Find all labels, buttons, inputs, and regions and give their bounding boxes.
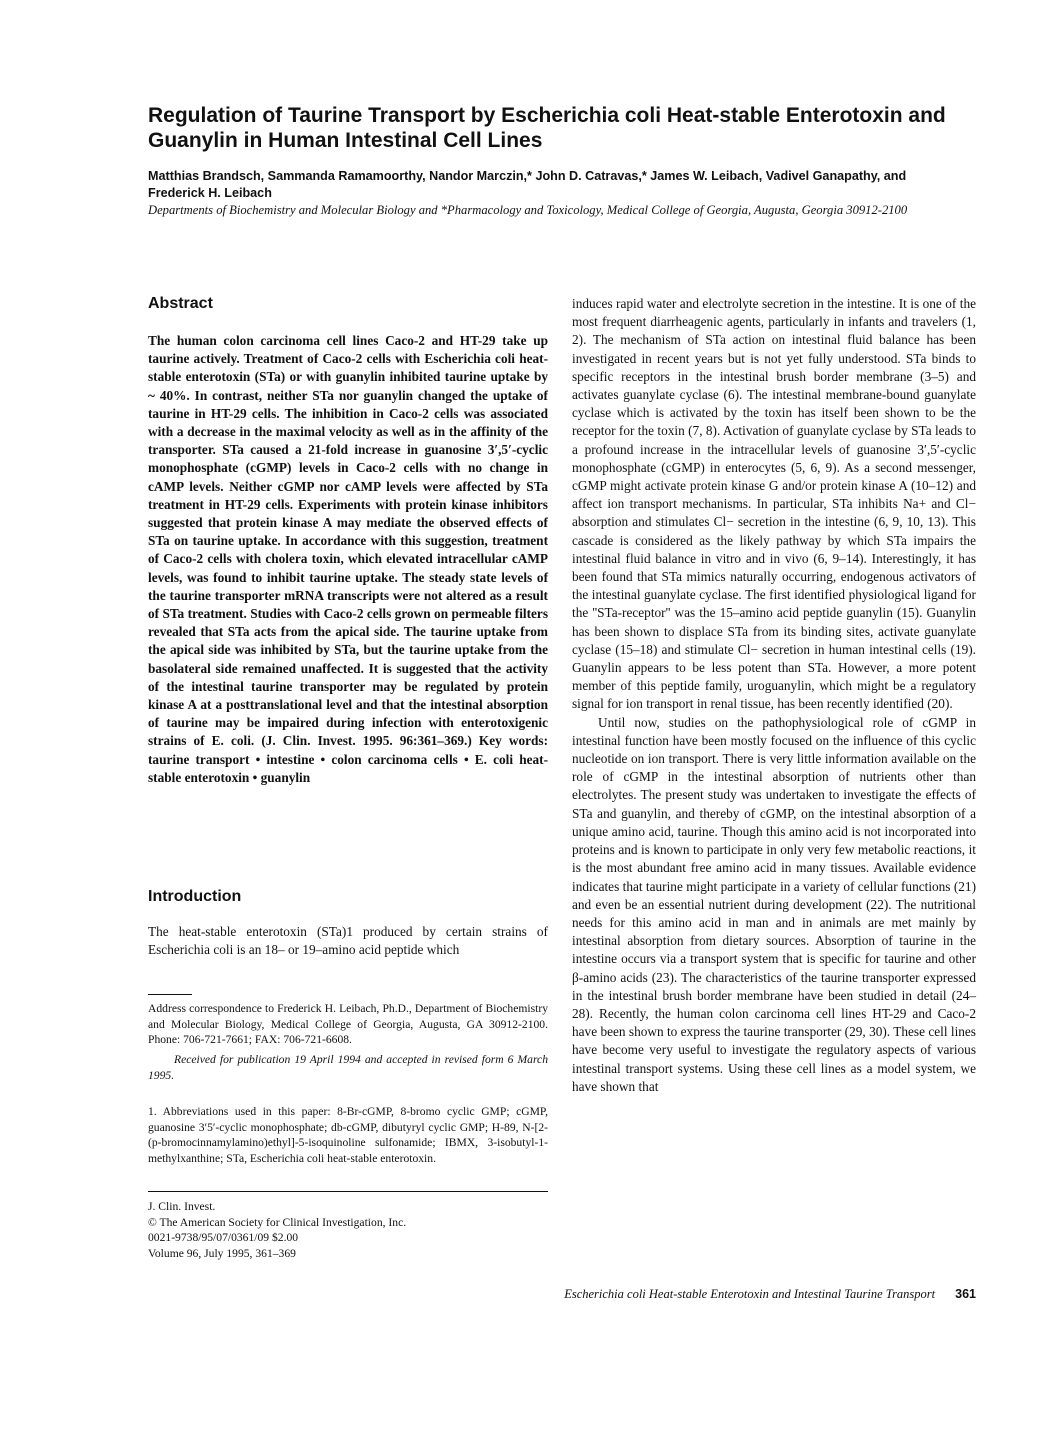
footnote-divider — [148, 994, 192, 995]
introduction-paragraph-1: induces rapid water and electrolyte secretion in the intestine. It is one of the most frequent diarrheagenic agents, particularly in infants and travelers (1, 2). The mechanism of STa action on intestinal fluid balance has been investigated in recent years but is not yet fully understood. STa binds to specific receptors in the intestinal brush border membrane (3–5) and activates guanylate cyclase (6). The intestinal membrane-bound guanylate cyclase which is activated by the toxin has itself been shown to be the receptor for the toxin (7, 8). Activation of guanylate cyclase by STa leads to a profound increase in the intracellular levels of guanosine 3′,5′-cyclic monophosphate (cGMP) in enterocytes (5, 6, 9). As a second messenger, cGMP might activate protein kinase G and/or protein kinase A (10–12) and affect ion transport mechanisms. In particular, STa inhibits Na+ and Cl− absorption and stimulates Cl− secretion in the intestine (6, 9, 10, 13). This cascade is considered as the likely pathway by which STa impairs the intestinal fluid balance in vitro and in vivo (6, 9–14). Interestingly, it has been found that STa mimics naturally occurring, endogenous activators of the intestinal guanylate cyclase. The first identified physiological ligand for the ''STa-receptor'' was the 15–amino acid peptide guanylin (15). Guanylin has been shown to displace STa from its binding sites, activate guanylate cyclase (15–18) and stimulate Cl− secretion in human intestinal cells (19). Guanylin appears to be less potent than STa. However, a more potent member of this peptide family, uroguanylin, which might be a regulatory signal for ion transport in renal tissue, has been recently identified (20). — [572, 296, 976, 712]
introduction-text-start: The heat-stable enterotoxin (STa)1 produced by certain strains of Escherichia coli is an 18– or 19–amino acid peptide which — [148, 924, 548, 958]
page-number: 361 — [955, 1287, 976, 1301]
publication-info — [148, 1199, 548, 1261]
affiliation: Departments of Biochemistry and Molecular Biology and *Pharmacology and Toxicology, Medical College of Georgia, Augusta, Georgia 30912-2100 — [148, 203, 908, 217]
author-list: Matthias Brandsch, Sammanda Ramamoorthy, Nandor Marczin,* John D. Catravas,* James W. Leibach, Vadivel Ganapathy, and Frederick H. Leibach — [148, 169, 907, 200]
introduction-paragraph-2: Until now, studies on the pathophysiological role of cGMP in intestinal function have been mostly focused on the influence of this cyclic nucleotide on ion transport. There is very little information available on the role of cGMP in the intestinal absorption of nutrients other than electrolytes. The present study was undertaken to investigate the effects of STa and guanylin, and thereby of cGMP, on the intestinal absorption of a unique amino acid, taurine. Though this amino acid is not incorporated into proteins and is known to participate in only very few metabolic reactions, it is the most abundant free amino acid in many tissues. Available evidence indicates that taurine might participate in a variety of cellular functions (21) and even be an essential nutrient during development (22). The nutritional needs for this amino acid in man and in animals are met mainly by intestinal absorption from dietary sources. Absorption of taurine in the intestine occurs via a transport system that is specific for taurine and other β-amino acids (23). The characteristics of the taurine transporter expressed in the intestinal brush border membrane have been studied in detail (24–28). Recently, the human colon carcinoma cell lines HT-29 and Caco-2 have been shown to express the taurine transporter (29, 30). These cell lines have become very useful to investigate the regulatory aspects of various intestinal transport systems. Using these cell lines as a model system, we have shown that — [572, 714, 976, 1094]
correspondence-footnote: Address correspondence to Frederick H. Leibach, Ph.D., Department of Biochemistry and Molecular Biology, Medical College of Georgia, Augusta, GA 30912-2100. Phone: 706-721-7661; FAX: 706-721-6608. — [148, 1002, 548, 1046]
volume-line: Volume 96, July 1995, 361–369 — [148, 1246, 296, 1260]
publication-divider — [148, 1191, 548, 1192]
abbreviations-footnote: 1. Abbreviations used in this paper: 8-Br-cGMP, 8-bromo cyclic GMP; cGMP, guanosine 3′5′-cyclic monophosphate; db-cGMP, dibutyryl cyclic GMP; H-89, N-[2-(p-bromocinnamylamino)ethyl]-5-isoquinoline sulfonamide; IBMX, 3-isobutyl-1-methylxanthine; STa, Escherichia coli heat-stable enterotoxin. — [148, 1105, 548, 1165]
introduction-heading: Introduction — [148, 888, 242, 905]
journal-name: J. Clin. Invest. — [148, 1200, 216, 1213]
issn-line: 0021-9738/95/07/0361/09 $2.00 — [148, 1231, 299, 1244]
introduction-continued — [572, 295, 976, 1096]
running-title: Escherichia coli Heat-stable Enterotoxin and Intestinal Taurine Transport — [564, 1287, 936, 1301]
article-title: Regulation of Taurine Transport by Escherichia coli Heat-stable Enterotoxin and Guanylin in Human Intestinal Cell Lines — [148, 104, 946, 152]
copyright-line: © The American Society for Clinical Investigation, Inc. — [148, 1215, 407, 1229]
page-footer — [564, 1287, 976, 1302]
received-footnote: Received for publication 19 April 1994 and accepted in revised form 6 March 1995. — [148, 1053, 548, 1082]
abstract-text: The human colon carcinoma cell lines Caco-2 and HT-29 take up taurine actively. Treatment of Caco-2 cells with Escherichia coli heat-stable enterotoxin (STa) or with guanylin inhibited taurine uptake by ~ 40%. In contrast, neither STa nor guanylin changed the uptake of taurine in HT-29 cells. The inhibition in Caco-2 cells was associated with a decrease in the maximal velocity as well as in the affinity of the transporter. STa caused a 21-fold increase in guanosine 3′,5′-cyclic monophosphate (cGMP) levels in Caco-2 cells with no change in cAMP levels. Neither cGMP nor cAMP levels were affected by STa treatment in HT-29 cells. Experiments with protein kinase inhibitors suggested that protein kinase A may mediate the observed effects of STa on taurine uptake. In accordance with this suggestion, treatment of Caco-2 cells with cholera toxin, which elevated intracellular cAMP levels, was found to inhibit taurine uptake. The steady state levels of the taurine transporter mRNA transcripts were not altered as a result of STa treatment. Studies with Caco-2 cells grown on permeable filters revealed that STa acts from the apical side. The taurine uptake from the apical side was inhibited by STa, but the taurine uptake from the basolateral side remained unaffected. It is suggested that the activity of the intestinal taurine transporter may be regulated by protein kinase A at a posttranslational level and that the intestinal absorption of taurine may be impaired during infection with enterotoxigenic strains of E. coli. (J. Clin. Invest. 1995. 96:361–369.) Key words: taurine transport • intestine • colon carcinoma cells • E. coli heat-stable enterotoxin • guanylin — [148, 333, 548, 785]
abstract-heading: Abstract — [148, 295, 213, 312]
